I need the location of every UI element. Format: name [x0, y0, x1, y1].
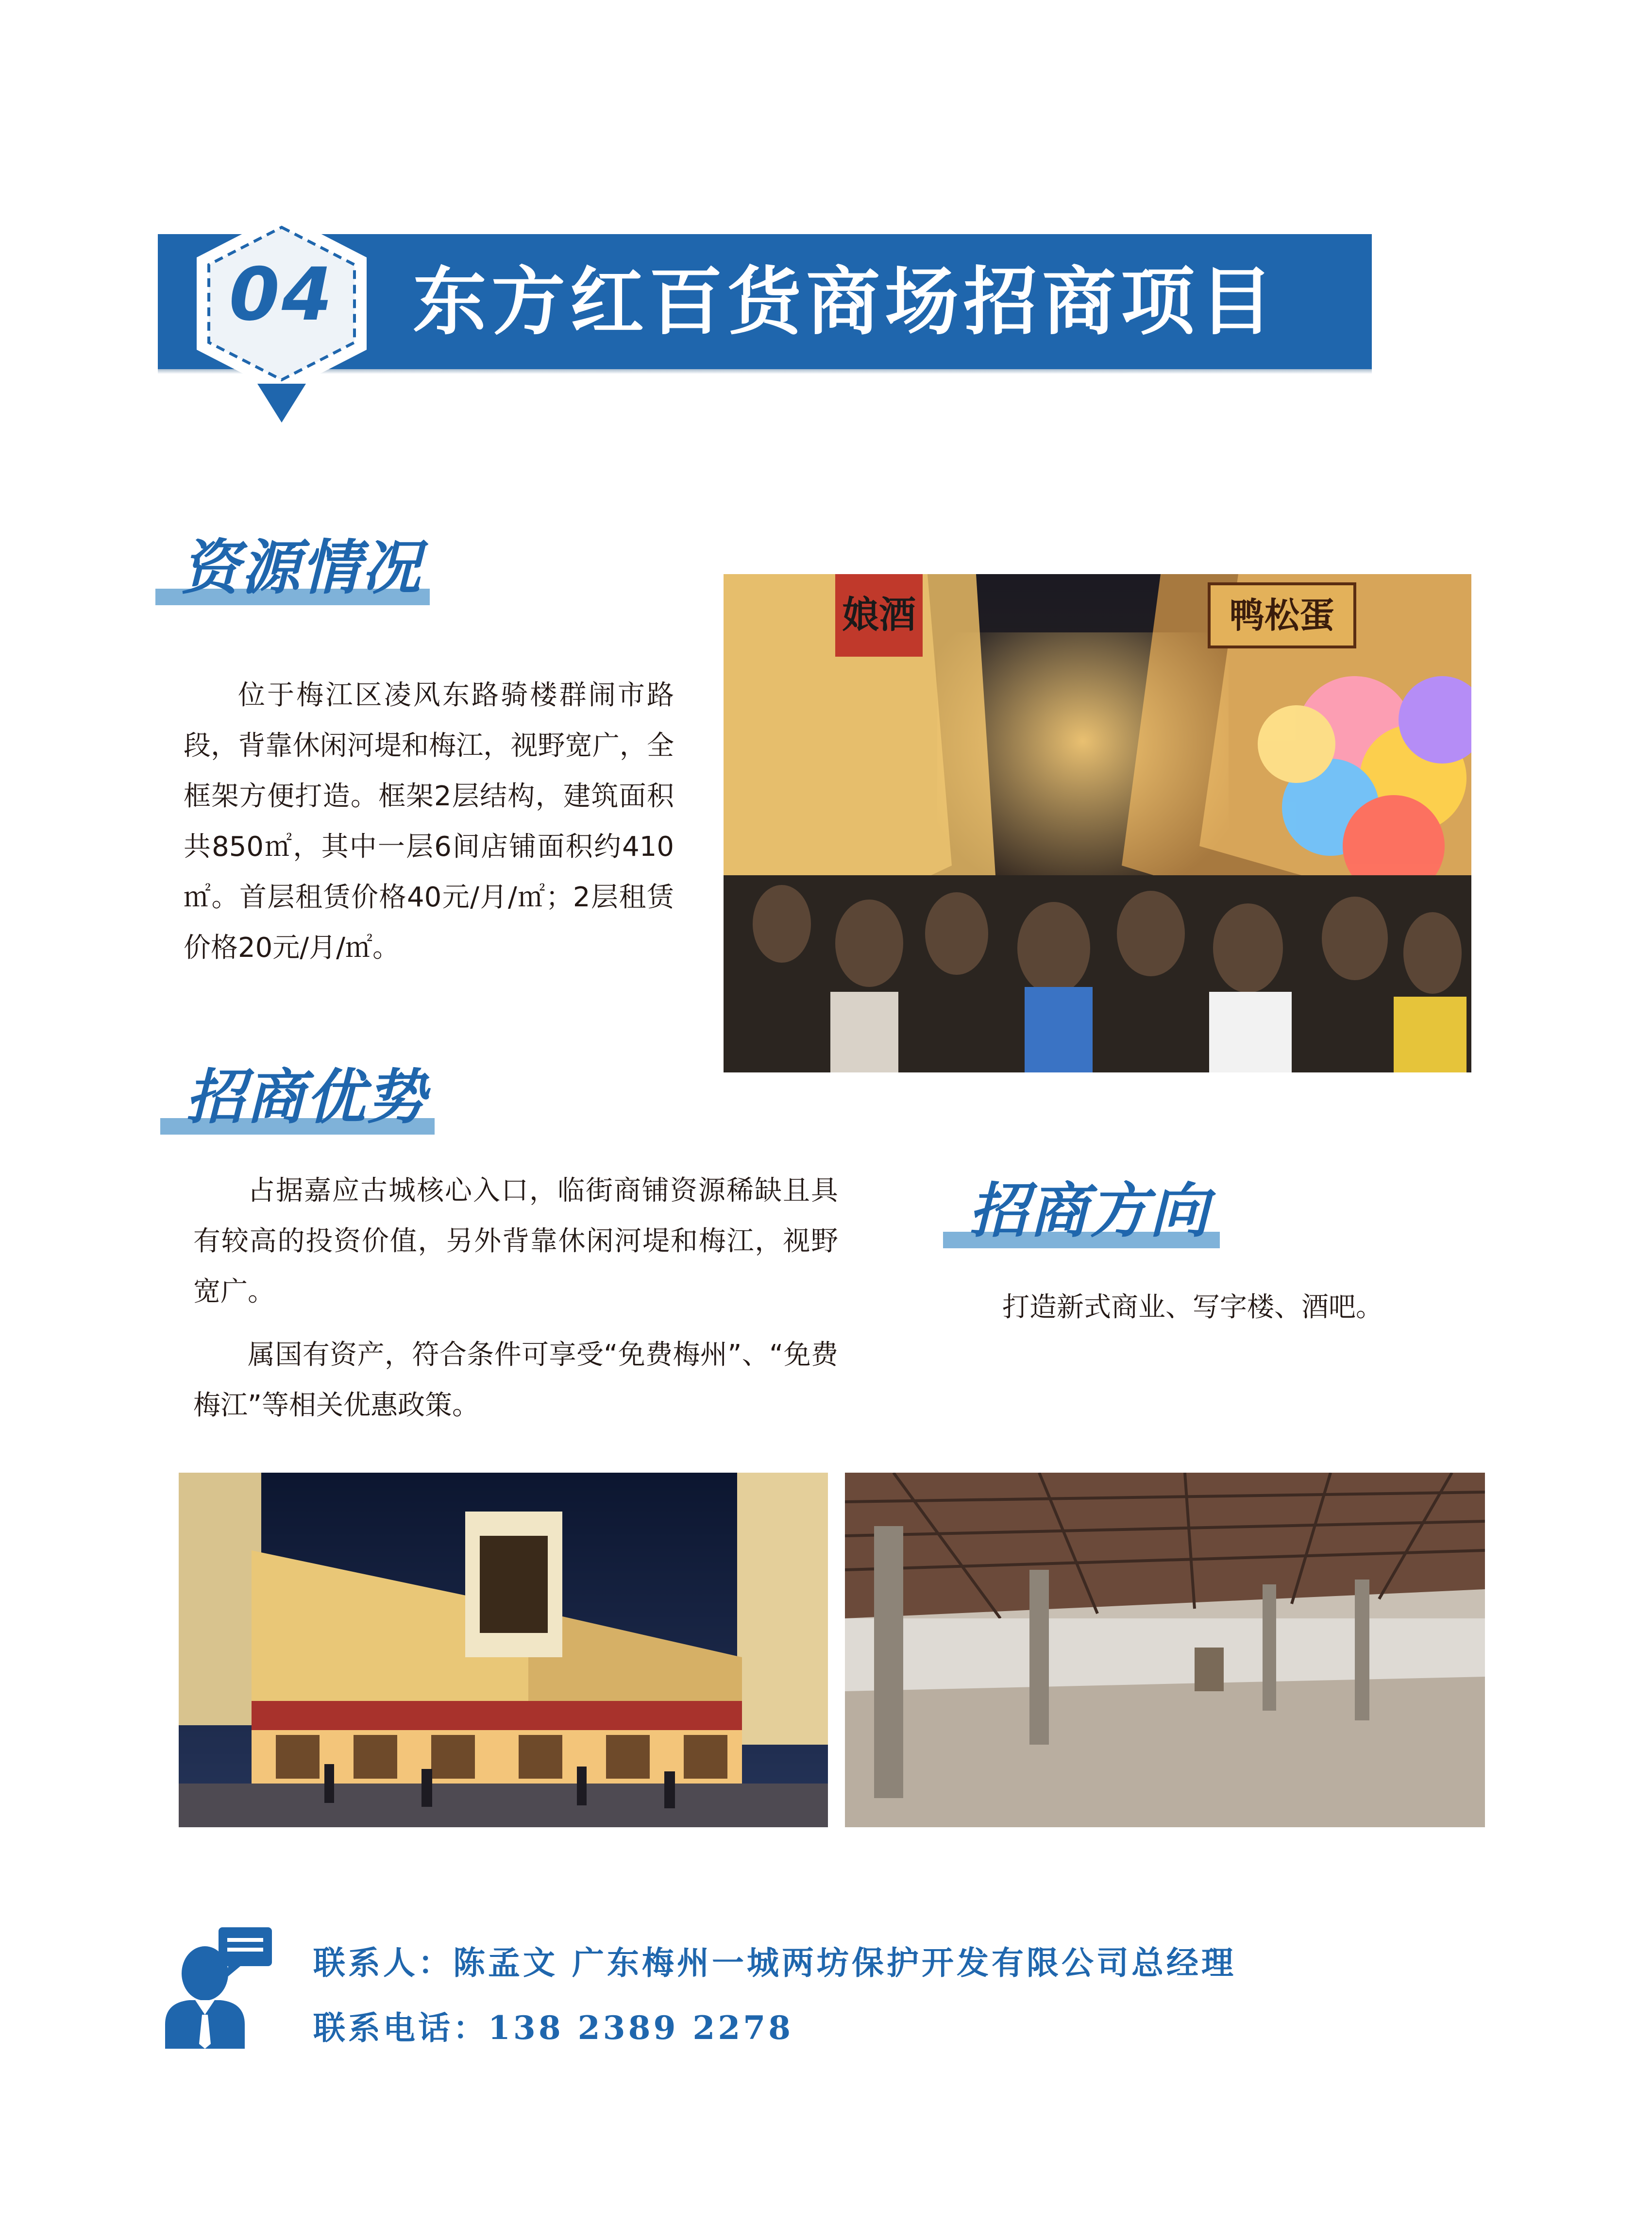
contact-phone[interactable]: 联系电话：138 2389 2278: [313, 2009, 794, 2047]
section-title-direction: 招商方向: [969, 1176, 1210, 1245]
section-title-resources: 资源情况: [181, 533, 421, 602]
advantages-paragraph-1: 占据嘉应古城核心入口，临街商铺资源稀缺且具有较高的投资价值，另外背靠休闲河堤和梅江，视野宽广。: [193, 1175, 838, 1308]
advantages-text: [193, 1166, 838, 1431]
contact-person: 联系人：陈孟文 广东梅州一城两坊保护开发有限公司总经理: [313, 1944, 1236, 1982]
section-number: 04: [229, 253, 335, 337]
resources-paragraph: 位于梅江区凌风东路骑楼群闹市路段，背靠休闲河堤和梅江，视野宽广，全框架方便打造。框架2层结构，建筑面积共850㎡，其中一层6间店铺面积约410㎡。首层租赁价格40元/月/㎡；2层租赁价格20元/月/㎡。: [184, 680, 674, 964]
advantages-paragraph-2: 属国有资产，符合条件可享受“免费梅州”、“免费梅江”等相关优惠政策。: [193, 1339, 838, 1421]
section-title-advantages: 招商优势: [185, 1063, 426, 1132]
shop-sign-duck: 鸭松蛋: [1229, 595, 1335, 636]
shop-sign-wine: 娘酒: [842, 593, 916, 636]
direction-paragraph: 打造新式商业、写字楼、酒吧。: [1002, 1291, 1383, 1323]
photo-empty-interior: [845, 1473, 1485, 1827]
page-title: 东方红百货商场招商项目: [413, 258, 1278, 345]
photo-building-rendering: [179, 1473, 828, 1827]
contact-person-icon: [160, 1927, 272, 2049]
photo-night-street: [724, 574, 1471, 1072]
